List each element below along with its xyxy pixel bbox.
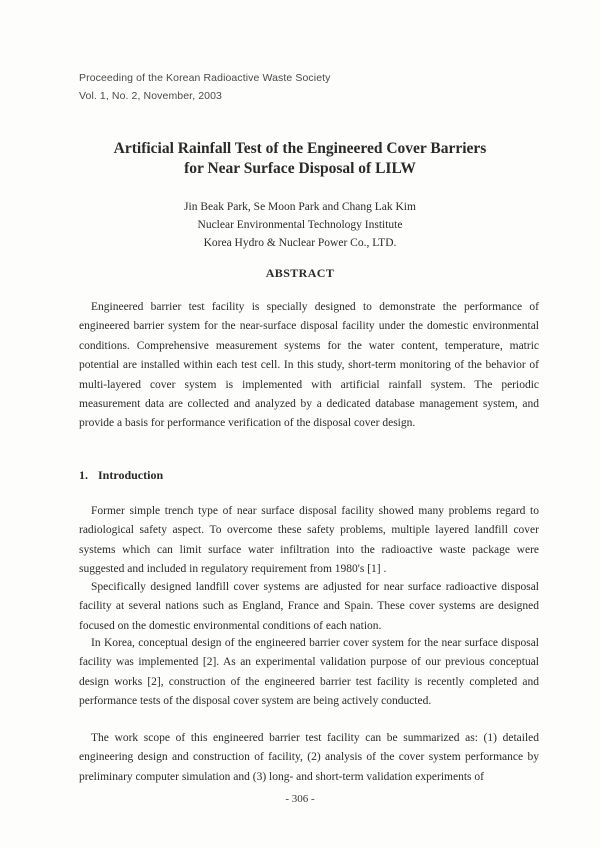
author-affiliation-1: Nuclear Environmental Technology Institute — [197, 219, 403, 231]
abstract-text: Engineered barrier test facility is specially designed to demonstrate the performance of engineered barrier system for the near-surface disposal facility under the domestic environmental conditions. Comprehensive measurement systems for the water content, temperature, matric potential are installed within each test cell. In this study, short-term monitoring of the behavior of multi-layered cover system is implemented with artificial rainfall system. The periodic measurement data are collected and analyzed by a dedicated database management system, and provide a basis for performance verification of the disposal cover design. — [79, 301, 539, 430]
author-block — [60, 198, 540, 252]
body-paragraph: In Korea, conceptual design of the engineered barrier cover system for the near surface disposal facility was implemented [2]. As an experimental validation purpose of our previous conceptual design works [2], construction of the engineered barrier test facility is recently completed and performance tests of the disposal cover system are being actively conducted. — [79, 637, 539, 708]
paper-title — [60, 139, 540, 179]
running-head — [79, 69, 331, 105]
journal-volume: Vol. 1, No. 2, November, 2003 — [79, 90, 222, 102]
title-line-1: Artificial Rainfall Test of the Engineered Cover Barriers — [113, 140, 487, 157]
page-number: - 306 - — [285, 793, 315, 805]
abstract-heading: ABSTRACT — [265, 266, 335, 280]
body-paragraph: Specifically designed landfill cover systems are adjusted for near surface radioactive disposal facility at several nations such as England, France and Spain. These cover systems are designed focused on the domestic environmental conditions of each nation. — [79, 581, 539, 632]
section-heading-introduction — [79, 468, 163, 483]
section-title: Introduction — [98, 468, 164, 482]
author-affiliation-2: Korea Hydro & Nuclear Power Co., LTD. — [203, 237, 397, 249]
author-names: Jin Beak Park, Se Moon Park and Chang Lak Kim — [184, 201, 416, 213]
title-line-2: for Near Surface Disposal of LILW — [184, 160, 416, 177]
journal-name: Proceeding of the Korean Radioactive Waste Society — [79, 72, 331, 84]
section-number: 1. — [79, 468, 88, 482]
body-paragraph: Former simple trench type of near surface disposal facility showed many problems regard to radiological safety aspect. To overcome these safety problems, multiple layered landfill cover systems which can limit surface water infiltration into the radioactive waste package were suggested and included in regulatory requirement from 1980's [1] . — [79, 505, 539, 576]
body-paragraph: The work scope of this engineered barrier test facility can be summarized as: (1) detailed engineering design and construction of facility, (2) analysis of the cover system performance by preliminary computer simulation and (3) long- and short-term validation experiments of — [79, 732, 539, 783]
